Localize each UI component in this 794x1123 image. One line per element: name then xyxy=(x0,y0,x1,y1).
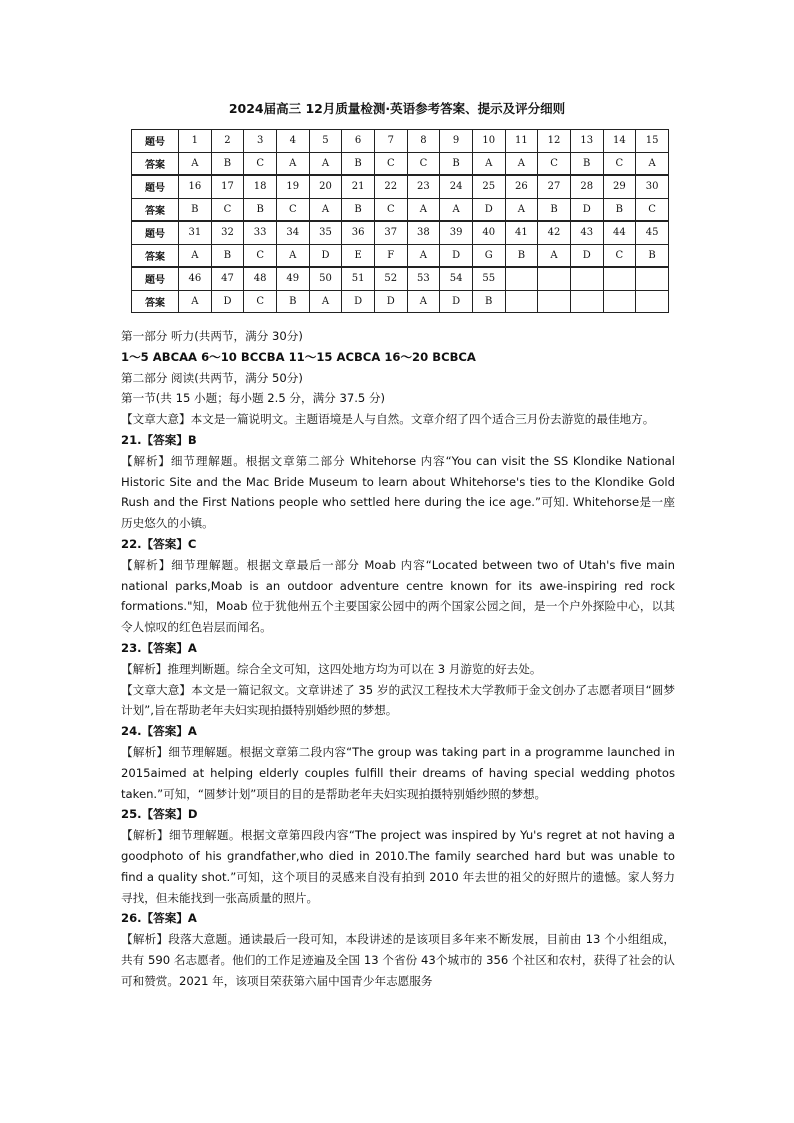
answer-label-cell: 答案 xyxy=(132,244,179,267)
answer-cell: A xyxy=(407,244,440,267)
answer-cell: A xyxy=(309,152,342,175)
question-number-cell: 13 xyxy=(570,130,603,153)
question-number-cell: 35 xyxy=(309,221,342,244)
question-number-cell: 38 xyxy=(407,221,440,244)
answer-cell: A xyxy=(472,152,505,175)
answer-cell: A xyxy=(538,244,571,267)
paragraph: 【解析】段落大意题。通读最后一段可知，本段讲述的是该项目多年来不断发展，目前由 13 个小组组成，共有 590 名志愿者。他们的工作足迹遍及全国 13 个省份 43个城市的 356 个社区和农村，获得了社会的认可和赞赏。2021 年，该项目荣获第六届中国青少年志愿服务 xyxy=(121,932,675,988)
answer-cell: A xyxy=(505,152,538,175)
answer-cell: B xyxy=(636,244,669,267)
answer-cell: C xyxy=(407,152,440,175)
answer-cell: A xyxy=(309,290,342,313)
answer-heading: 22.【答案】C xyxy=(121,536,197,551)
question-number-cell: 19 xyxy=(276,175,309,198)
question-number-cell xyxy=(570,267,603,290)
question-number-cell xyxy=(636,267,669,290)
question-number-cell: 39 xyxy=(440,221,473,244)
question-number-row xyxy=(132,130,669,153)
answer-cell: D xyxy=(472,198,505,221)
question-number-cell: 30 xyxy=(636,175,669,198)
answer-cell: A xyxy=(179,152,212,175)
answer-heading: 21.【答案】B xyxy=(121,432,197,447)
answer-cell: B xyxy=(472,290,505,313)
question-number-cell: 55 xyxy=(472,267,505,290)
question-number-cell: 22 xyxy=(374,175,407,198)
answer-cell: B xyxy=(211,244,244,267)
answer-cell: C xyxy=(603,244,636,267)
answer-cell: B xyxy=(211,152,244,175)
answer-cell: A xyxy=(276,244,309,267)
answer-row xyxy=(132,290,669,313)
question-number-cell: 1 xyxy=(179,130,212,153)
answer-heading: 25.【答案】D xyxy=(121,807,198,822)
question-number-cell: 36 xyxy=(342,221,375,244)
answer-cell: A xyxy=(407,198,440,221)
question-number-cell: 21 xyxy=(342,175,375,198)
answer-cell: B xyxy=(570,152,603,175)
paragraph: 【解析】细节理解题。根据文章第二部分 Whitehorse 内容“You can visit the SS Klondike National Historic Site and the Mac Bride Museum to learn about Whitehorse's ties to the Klondike Gold Rush and the First Nations people who settled here during the ice age.”可知. Whitehorse是一座历史悠久的小镇。 xyxy=(121,453,675,531)
answer-table xyxy=(131,129,669,313)
question-label-cell: 题号 xyxy=(132,130,179,153)
question-number-cell: 10 xyxy=(472,130,505,153)
answer-cell: D xyxy=(570,198,603,221)
question-number-cell xyxy=(538,267,571,290)
answer-cell xyxy=(538,290,571,313)
paragraph: 第一部分 听力(共两节，满分 30分) xyxy=(121,329,303,343)
question-number-cell: 54 xyxy=(440,267,473,290)
question-number-cell: 18 xyxy=(244,175,277,198)
question-number-cell: 16 xyxy=(179,175,212,198)
paragraph: 【文章大意】本文是一篇记叙文。文章讲述了 35 岁的武汉工程技术大学教师于金文创办了志愿者项目“圆梦计划”,旨在帮助老年夫妇实现拍摄特别婚纱照的梦想。 xyxy=(121,682,675,718)
answer-cell: C xyxy=(603,152,636,175)
answer-cell: B xyxy=(342,198,375,221)
answer-cell: G xyxy=(472,244,505,267)
question-number-cell: 7 xyxy=(374,130,407,153)
answer-cell: B xyxy=(276,290,309,313)
answer-cell: D xyxy=(211,290,244,313)
answer-cell: A xyxy=(407,290,440,313)
answer-row xyxy=(132,152,669,175)
answer-cell: B xyxy=(505,244,538,267)
answer-row xyxy=(132,244,669,267)
answer-cell: B xyxy=(179,198,212,221)
question-number-cell: 9 xyxy=(440,130,473,153)
question-number-cell: 33 xyxy=(244,221,277,244)
answer-heading: 1～5 ABCAA 6～10 BCCBA 11～15 ACBCA 16～20 BCBCA xyxy=(121,349,476,364)
question-number-cell: 47 xyxy=(211,267,244,290)
question-label-cell: 题号 xyxy=(132,175,179,198)
question-number-cell: 44 xyxy=(603,221,636,244)
question-number-cell: 6 xyxy=(342,130,375,153)
paragraph: 【解析】推理判断题。综合全文可知，这四处地方均为可以在 3 月游览的好去处。 xyxy=(121,661,542,676)
answer-cell: A xyxy=(276,152,309,175)
question-number-cell: 17 xyxy=(211,175,244,198)
answer-cell: E xyxy=(342,244,375,267)
paragraph: 【解析】细节理解题。根据文章第二段内容“The group was taking part in a programme launched in 2015aimed at helping elderly couples fulfill their dreams of having special wedding photos taken.”可知，“圆梦计划”项目的目的是帮助老年夫妇实现拍摄特别婚纱照的梦想。 xyxy=(121,744,675,801)
paragraph: 第二部分 阅读(共两节，满分 50分) xyxy=(121,370,303,385)
paragraph: 第一节(共 15 小题；每小题 2.5 分，满分 37.5 分) xyxy=(121,391,386,406)
question-number-cell: 5 xyxy=(309,130,342,153)
question-number-cell: 52 xyxy=(374,267,407,290)
question-number-cell: 26 xyxy=(505,175,538,198)
answer-cell: B xyxy=(603,198,636,221)
paragraph: 【解析】细节理解题。根据文章第四段内容“The project was inspired by Yu's regret at not having a goodphoto of his grandfather,who died in 2010.The family searched hard but was unable to find a quality shot.”可知，这个项目的灵感来自没有拍到 2010 年去世的祖父的好照片的遗憾。家人努力寻找，但未能找到一张高质量的照片。 xyxy=(121,828,675,905)
answer-label-cell: 答案 xyxy=(132,198,179,221)
question-number-cell: 46 xyxy=(179,267,212,290)
answer-cell: A xyxy=(309,198,342,221)
answer-explanations xyxy=(121,326,675,992)
question-number-cell: 31 xyxy=(179,221,212,244)
question-number-cell: 12 xyxy=(538,130,571,153)
question-number-cell: 40 xyxy=(472,221,505,244)
question-number-cell: 4 xyxy=(276,130,309,153)
paragraph: 【解析】细节理解题。根据文章最后一部分 Moab 内容“Located between two of Utah's five main national parks,Moab is an outdoor adventure centre known for its awe-inspiring red rock formations."知，Moab 位于犹他州五个主要国家公园中的两个国家公园之间，是一个户外探险中心，以其令人惊叹的红色岩层而闻名。 xyxy=(121,557,675,635)
answer-cell: F xyxy=(374,244,407,267)
answer-cell: C xyxy=(244,244,277,267)
question-number-cell: 32 xyxy=(211,221,244,244)
answer-cell: D xyxy=(374,290,407,313)
answer-cell: C xyxy=(374,198,407,221)
answer-label-cell: 答案 xyxy=(132,152,179,175)
answer-row xyxy=(132,198,669,221)
answer-cell: B xyxy=(244,198,277,221)
question-number-row xyxy=(132,267,669,290)
answer-cell: B xyxy=(440,152,473,175)
answer-cell: C xyxy=(276,198,309,221)
question-number-cell xyxy=(603,267,636,290)
question-number-cell: 49 xyxy=(276,267,309,290)
question-number-cell: 37 xyxy=(374,221,407,244)
answer-cell: C xyxy=(538,152,571,175)
question-label-cell: 题号 xyxy=(132,221,179,244)
question-number-cell: 3 xyxy=(244,130,277,153)
question-number-cell: 23 xyxy=(407,175,440,198)
answer-cell: A xyxy=(179,244,212,267)
answer-cell: C xyxy=(211,198,244,221)
question-number-cell: 27 xyxy=(538,175,571,198)
answer-cell xyxy=(570,290,603,313)
question-label-cell: 题号 xyxy=(132,267,179,290)
answer-cell: C xyxy=(244,290,277,313)
answer-cell: D xyxy=(570,244,603,267)
answer-cell xyxy=(505,290,538,313)
question-number-cell: 48 xyxy=(244,267,277,290)
answer-heading: 23.【答案】A xyxy=(121,640,197,655)
answer-cell: D xyxy=(309,244,342,267)
answer-cell: B xyxy=(342,152,375,175)
answer-cell: C xyxy=(244,152,277,175)
answer-cell xyxy=(636,290,669,313)
answer-cell: A xyxy=(179,290,212,313)
question-number-cell: 14 xyxy=(603,130,636,153)
answer-cell xyxy=(603,290,636,313)
answer-cell: C xyxy=(374,152,407,175)
question-number-cell: 42 xyxy=(538,221,571,244)
answer-heading: 26.【答案】A xyxy=(121,911,197,926)
question-number-cell: 2 xyxy=(211,130,244,153)
question-number-row xyxy=(132,221,669,244)
question-number-cell: 50 xyxy=(309,267,342,290)
question-number-cell: 24 xyxy=(440,175,473,198)
answer-cell: D xyxy=(342,290,375,313)
answer-cell: D xyxy=(440,290,473,313)
question-number-cell: 45 xyxy=(636,221,669,244)
question-number-row xyxy=(132,175,669,198)
question-number-cell: 15 xyxy=(636,130,669,153)
question-number-cell: 20 xyxy=(309,175,342,198)
question-number-cell: 8 xyxy=(407,130,440,153)
question-number-cell: 43 xyxy=(570,221,603,244)
answer-cell: C xyxy=(636,198,669,221)
question-number-cell: 29 xyxy=(603,175,636,198)
question-number-cell: 41 xyxy=(505,221,538,244)
answer-cell: A xyxy=(440,198,473,221)
page-title: 2024届高三 12月质量检测·英语参考答案、提示及评分细则 xyxy=(228,101,566,116)
answer-cell: A xyxy=(636,152,669,175)
question-number-cell: 28 xyxy=(570,175,603,198)
question-number-cell: 53 xyxy=(407,267,440,290)
question-number-cell: 51 xyxy=(342,267,375,290)
answer-cell: A xyxy=(505,198,538,221)
answer-heading: 24.【答案】A xyxy=(121,724,197,739)
paragraph: 【文章大意】本文是一篇说明文。主题语境是人与自然。文章介绍了四个适合三月份去游览的最佳地方。 xyxy=(121,412,655,427)
question-number-cell: 11 xyxy=(505,130,538,153)
answer-cell: B xyxy=(538,198,571,221)
answer-cell: D xyxy=(440,244,473,267)
question-number-cell: 25 xyxy=(472,175,505,198)
question-number-cell xyxy=(505,267,538,290)
answer-label-cell: 答案 xyxy=(132,290,179,313)
question-number-cell: 34 xyxy=(276,221,309,244)
